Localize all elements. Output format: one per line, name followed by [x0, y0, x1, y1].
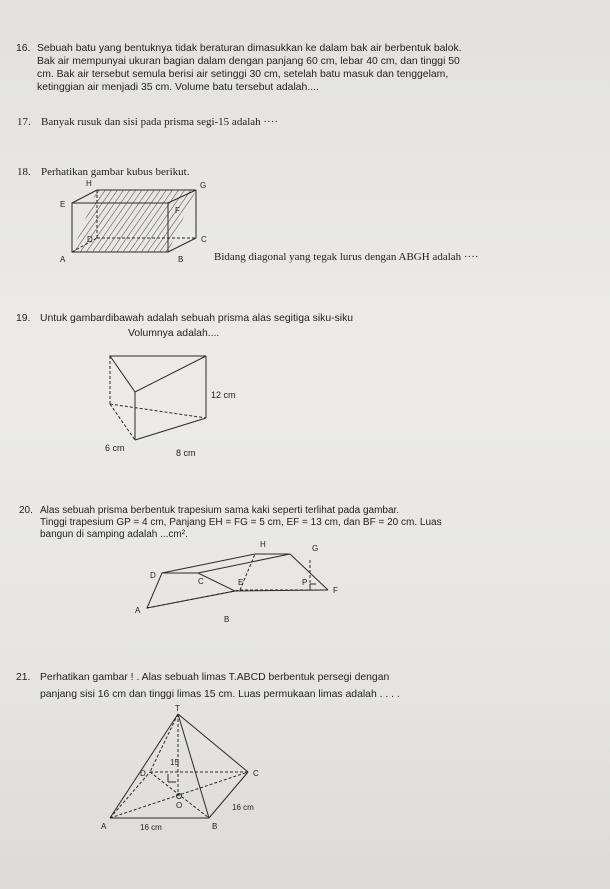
vertex-label-b: B	[178, 255, 184, 264]
height-label: 12 cm	[211, 390, 236, 400]
base-length-label: 16 cm	[140, 823, 162, 832]
question-text-line: Tinggi trapesium GP = 4 cm, Panjang EH = FG = 5 cm, EF = 13 cm, dan BF = 20 cm. Luas	[40, 517, 442, 528]
question-text: Bidang diagonal yang tegak lurus dengan ABGH adalah ····	[214, 251, 479, 263]
question-text-line: Bak air mempunyai ukuran bagian dalam dengan panjang 60 cm, lebar 40 cm, dan tinggi 50	[37, 56, 460, 67]
vertex-label-c: C	[201, 235, 207, 244]
question-text-line: Perhatikan gambar ! . Alas sebuah limas T.ABCD berbentuk persegi dengan	[40, 672, 390, 683]
question-number: 16.	[16, 43, 31, 54]
question-text-line: Volumnya adalah....	[128, 328, 220, 339]
vertex-label-d: D	[87, 235, 93, 244]
question-text-line: Untuk gambardibawah adalah sebuah prisma alas segitiga siku-siku	[40, 313, 354, 324]
leg-a-label: 6 cm	[105, 443, 125, 453]
question-text: Banyak rusuk dan sisi pada prisma segi-15 adalah ····	[41, 116, 279, 128]
vertex-label-e: E	[238, 578, 244, 587]
question-text-line: cm. Bak air tersebut semula berisi air setinggi 30 cm, setelah batu masuk dan tenggelam,	[37, 69, 449, 80]
center-label-o: O	[176, 801, 183, 810]
vertex-label-b: B	[212, 822, 218, 831]
question-number: 21.	[16, 672, 31, 683]
question-number: 19.	[16, 313, 31, 324]
side-length-label: 16 cm	[232, 803, 254, 812]
vertex-label-a: A	[60, 255, 66, 264]
vertex-label-t: T	[175, 704, 180, 713]
vertex-label-e: E	[60, 200, 66, 209]
question-text-line: panjang sisi 16 cm dan tinggi limas 15 cm. Luas permukaan limas adalah . . . .	[40, 689, 400, 700]
vertex-label-f: F	[175, 206, 180, 215]
vertex-label-d: D	[140, 769, 146, 778]
vertex-label-a: A	[101, 822, 107, 831]
question-number: 17.	[17, 116, 31, 128]
question-text: Perhatikan gambar kubus berikut.	[41, 166, 190, 178]
vertex-label-b: B	[224, 615, 230, 624]
vertex-label-c: C	[253, 769, 259, 778]
question-number: 20.	[19, 505, 33, 516]
vertex-label-g: G	[312, 544, 319, 553]
vertex-label-h: H	[86, 179, 92, 188]
question-text-line: Alas sebuah prisma berbentuk trapesium sama kaki seperti terlihat pada gambar.	[40, 505, 400, 516]
vertex-label-h: H	[260, 540, 266, 549]
leg-b-label: 8 cm	[176, 448, 196, 458]
vertex-label-f: F	[333, 586, 338, 595]
point-label-p: P	[302, 578, 308, 587]
question-text-line: bangun di samping adalah ...cm².	[40, 529, 188, 540]
vertex-label-a: A	[135, 606, 141, 615]
question-text-line: ketinggian air menjadi 35 cm. Volume batu tersebut adalah....	[37, 82, 319, 93]
height-label: 15	[170, 758, 179, 767]
vertex-label-c: C	[198, 577, 204, 586]
vertex-label-d: D	[150, 571, 156, 580]
vertex-label-g: G	[200, 181, 207, 190]
question-number: 18.	[17, 166, 31, 178]
question-text-line: Sebuah batu yang bentuknya tidak beraturan dimasukkan ke dalam bak air berbentuk balok.	[37, 43, 462, 54]
